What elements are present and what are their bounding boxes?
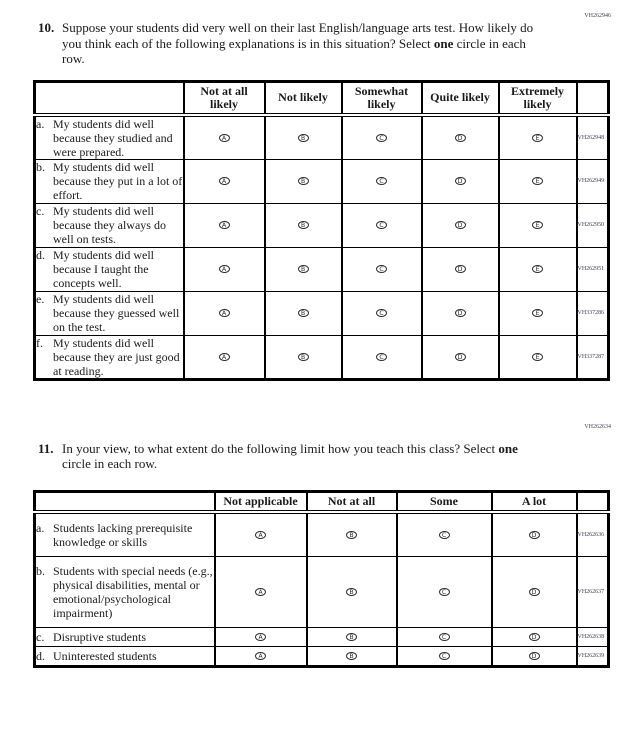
table-row [35, 556, 609, 627]
question-10-text-before: Suppose your students did very well on their last English/language arts test. How likely do you think each of the following explanations is in this situation? Select [62, 20, 534, 51]
q11-row-c-option-cell [215, 627, 307, 646]
question-11-response-table [33, 490, 610, 668]
q11-row-b-option-cell [215, 556, 307, 627]
response-oval-a[interactable]: A [255, 652, 266, 660]
table-row [35, 159, 609, 203]
q10-row-e-option-cell [342, 291, 422, 335]
q11-row-c-option-cell [397, 627, 492, 646]
q10-column-header: Not likely [265, 81, 342, 115]
response-oval-a[interactable]: A [219, 265, 230, 273]
response-oval-e[interactable]: E [532, 353, 543, 361]
q10-row-c-option-cell [342, 203, 422, 247]
q10-row-b-option-cell [499, 159, 577, 203]
question-10-response-table [33, 80, 610, 381]
response-oval-c[interactable]: C [439, 652, 450, 660]
q10-row-b-option-cell [422, 159, 499, 203]
q11-row-b-option-cell [397, 556, 492, 627]
response-oval-c[interactable]: C [439, 633, 450, 641]
q10-column-header: Extremely likely [499, 81, 577, 115]
q10-row-e-option-cell [422, 291, 499, 335]
q10-row-f-option-cell [184, 335, 265, 379]
response-oval-a[interactable]: A [219, 134, 230, 142]
table-row [35, 335, 609, 379]
q10-row-a-label [35, 115, 184, 160]
response-oval-d[interactable]: D [529, 531, 540, 539]
question-11-text-before: In your view, to what extent do the following limit how you teach this class? Select [62, 440, 499, 456]
response-oval-a[interactable]: A [255, 633, 266, 641]
q10-row-a-option-cell [422, 115, 499, 160]
q10-row-a-option-cell [265, 115, 342, 160]
row-text: Students lacking prerequisite knowledge or skills [53, 520, 193, 549]
table-row [35, 291, 609, 335]
response-oval-d[interactable]: D [455, 265, 466, 273]
item-code: VH262637 [577, 556, 609, 627]
row-letter: a. [36, 116, 45, 131]
row-letter: f. [36, 335, 43, 350]
table-row [35, 646, 609, 666]
q11-row-c-label [35, 627, 215, 646]
response-oval-b[interactable]: B [298, 265, 309, 273]
response-oval-c[interactable]: C [376, 309, 387, 317]
q10-row-e-option-cell [499, 291, 577, 335]
response-oval-b[interactable]: B [346, 588, 357, 596]
q10-row-f-option-cell [265, 335, 342, 379]
q10-column-header: Not at all likely [184, 81, 265, 115]
response-oval-a[interactable]: A [219, 221, 230, 229]
response-oval-c[interactable]: C [376, 265, 387, 273]
question-10-text [62, 20, 540, 67]
q11-row-d-option-cell [492, 646, 577, 666]
response-oval-a[interactable]: A [255, 531, 266, 539]
q11-header-empty [35, 491, 215, 512]
response-oval-e[interactable]: E [532, 309, 543, 317]
row-letter: d. [36, 248, 45, 262]
row-text: Uninterested students [53, 648, 157, 663]
q10-row-f-option-cell [342, 335, 422, 379]
q10-row-c-label [35, 203, 184, 247]
row-text: Disruptive students [53, 629, 146, 644]
q11-row-b-label [35, 556, 215, 627]
q10-row-b-option-cell [342, 159, 422, 203]
q10-row-a-option-cell [342, 115, 422, 160]
question-11 [38, 441, 540, 472]
item-code: VH262949 [577, 159, 609, 203]
q10-header-row [35, 81, 609, 115]
response-oval-b[interactable]: B [298, 177, 309, 185]
q10-row-b-option-cell [265, 159, 342, 203]
q10-row-d-label [35, 247, 184, 291]
response-oval-e[interactable]: E [532, 134, 543, 142]
q11-column-header: Not at all [307, 491, 397, 512]
q10-header-code-empty [577, 81, 609, 115]
q11-row-a-option-cell [215, 512, 307, 556]
q11-row-d-option-cell [307, 646, 397, 666]
q10-row-e-option-cell [184, 291, 265, 335]
item-code: VH262639 [577, 646, 609, 666]
q11-column-header: Not applicable [215, 491, 307, 512]
response-oval-e[interactable]: E [532, 221, 543, 229]
question-10-item-code: VH262946 [584, 13, 611, 19]
response-oval-d[interactable]: D [455, 134, 466, 142]
response-oval-a[interactable]: A [219, 177, 230, 185]
q11-row-d-option-cell [215, 646, 307, 666]
q11-row-c-option-cell [307, 627, 397, 646]
response-oval-c[interactable]: C [376, 177, 387, 185]
q11-row-a-option-cell [307, 512, 397, 556]
question-11-number: 11. [38, 440, 54, 456]
response-oval-d[interactable]: D [455, 309, 466, 317]
response-oval-c[interactable]: C [376, 353, 387, 361]
row-text: My students did well because they are just good at reading. [53, 335, 180, 378]
response-oval-b[interactable]: B [298, 134, 309, 142]
q10-column-header: Somewhat likely [342, 81, 422, 115]
question-10-text-after: circle in each row. [62, 35, 526, 66]
q10-row-f-label [35, 335, 184, 379]
question-10 [38, 20, 540, 67]
question-11-text-bold: one [498, 440, 518, 456]
response-oval-b[interactable]: B [346, 531, 357, 539]
row-letter: e. [36, 292, 45, 306]
response-oval-c[interactable]: C [439, 531, 450, 539]
row-letter: b. [36, 563, 45, 578]
item-code: VH262636 [577, 512, 609, 556]
q10-row-d-option-cell [265, 247, 342, 291]
q11-column-header: A lot [492, 491, 577, 512]
q10-row-c-option-cell [499, 203, 577, 247]
q10-row-d-option-cell [184, 247, 265, 291]
response-oval-d[interactable]: D [529, 588, 540, 596]
question-11-text [62, 441, 540, 472]
q10-row-c-option-cell [265, 203, 342, 247]
response-oval-d[interactable]: D [529, 652, 540, 660]
q11-row-d-option-cell [397, 646, 492, 666]
table-row [35, 512, 609, 556]
response-oval-c[interactable]: C [376, 221, 387, 229]
q10-header-empty [35, 81, 184, 115]
q11-row-b-option-cell [492, 556, 577, 627]
item-code: VH262948 [577, 115, 609, 160]
response-oval-c[interactable]: C [376, 134, 387, 142]
q10-row-b-option-cell [184, 159, 265, 203]
q11-header-row [35, 491, 609, 512]
row-letter: d. [36, 648, 45, 663]
response-oval-b[interactable]: B [298, 353, 309, 361]
row-letter: c. [36, 204, 45, 218]
response-oval-a[interactable]: A [255, 588, 266, 596]
q10-row-f-option-cell [422, 335, 499, 379]
table-row [35, 247, 609, 291]
q10-column-header: Quite likely [422, 81, 499, 115]
question-11-text-after: circle in each row. [62, 456, 158, 471]
q10-row-e-label [35, 291, 184, 335]
table-row [35, 115, 609, 160]
response-oval-d[interactable]: D [455, 221, 466, 229]
question-10-number: 10. [38, 20, 55, 35]
q11-row-a-label [35, 512, 215, 556]
item-code: VH337286 [577, 291, 609, 335]
table-row [35, 627, 609, 646]
q11-row-a-option-cell [397, 512, 492, 556]
response-oval-a[interactable]: A [219, 309, 230, 317]
response-oval-d[interactable]: D [529, 633, 540, 641]
q11-row-d-label [35, 646, 215, 666]
response-oval-b[interactable]: B [298, 309, 309, 317]
q10-row-d-option-cell [422, 247, 499, 291]
q10-row-c-option-cell [422, 203, 499, 247]
response-oval-d[interactable]: D [455, 353, 466, 361]
response-oval-c[interactable]: C [439, 588, 450, 596]
row-letter: c. [36, 629, 45, 644]
q11-row-b-option-cell [307, 556, 397, 627]
q10-row-d-option-cell [342, 247, 422, 291]
row-text: My students did well because they always do well on tests. [53, 204, 166, 246]
q11-row-c-option-cell [492, 627, 577, 646]
q10-row-a-option-cell [184, 115, 265, 160]
q10-row-c-option-cell [184, 203, 265, 247]
q10-row-d-option-cell [499, 247, 577, 291]
row-text: My students did well because they studied and were prepared. [53, 116, 173, 159]
item-code: VH262950 [577, 203, 609, 247]
row-text: My students did well because they guessed well on the test. [53, 292, 180, 334]
row-text: My students did well because I taught the concepts well. [53, 248, 154, 290]
response-oval-e[interactable]: E [532, 177, 543, 185]
question-10-text-bold: one [433, 35, 454, 51]
q10-row-e-option-cell [265, 291, 342, 335]
response-oval-d[interactable]: D [455, 177, 466, 185]
q10-row-a-option-cell [499, 115, 577, 160]
row-letter: b. [36, 160, 45, 174]
question-11-item-code: VH262634 [584, 424, 611, 430]
response-oval-a[interactable]: A [219, 353, 230, 361]
item-code: VH337287 [577, 335, 609, 379]
item-code: VH262638 [577, 627, 609, 646]
q11-header-code-empty [577, 491, 609, 512]
table-row [35, 203, 609, 247]
q11-row-a-option-cell [492, 512, 577, 556]
row-text: Students with special needs (e.g., physical disabilities, mental or emotional/psychological impairment) [53, 563, 213, 620]
q11-column-header: Some [397, 491, 492, 512]
response-oval-b[interactable]: B [346, 652, 357, 660]
response-oval-b[interactable]: B [298, 221, 309, 229]
response-oval-b[interactable]: B [346, 633, 357, 641]
row-text: My students did well because they put in a lot of effort. [53, 160, 183, 202]
row-letter: a. [36, 520, 45, 535]
q10-row-b-label [35, 159, 184, 203]
item-code: VH262951 [577, 247, 609, 291]
q10-row-f-option-cell [499, 335, 577, 379]
response-oval-e[interactable]: E [532, 265, 543, 273]
